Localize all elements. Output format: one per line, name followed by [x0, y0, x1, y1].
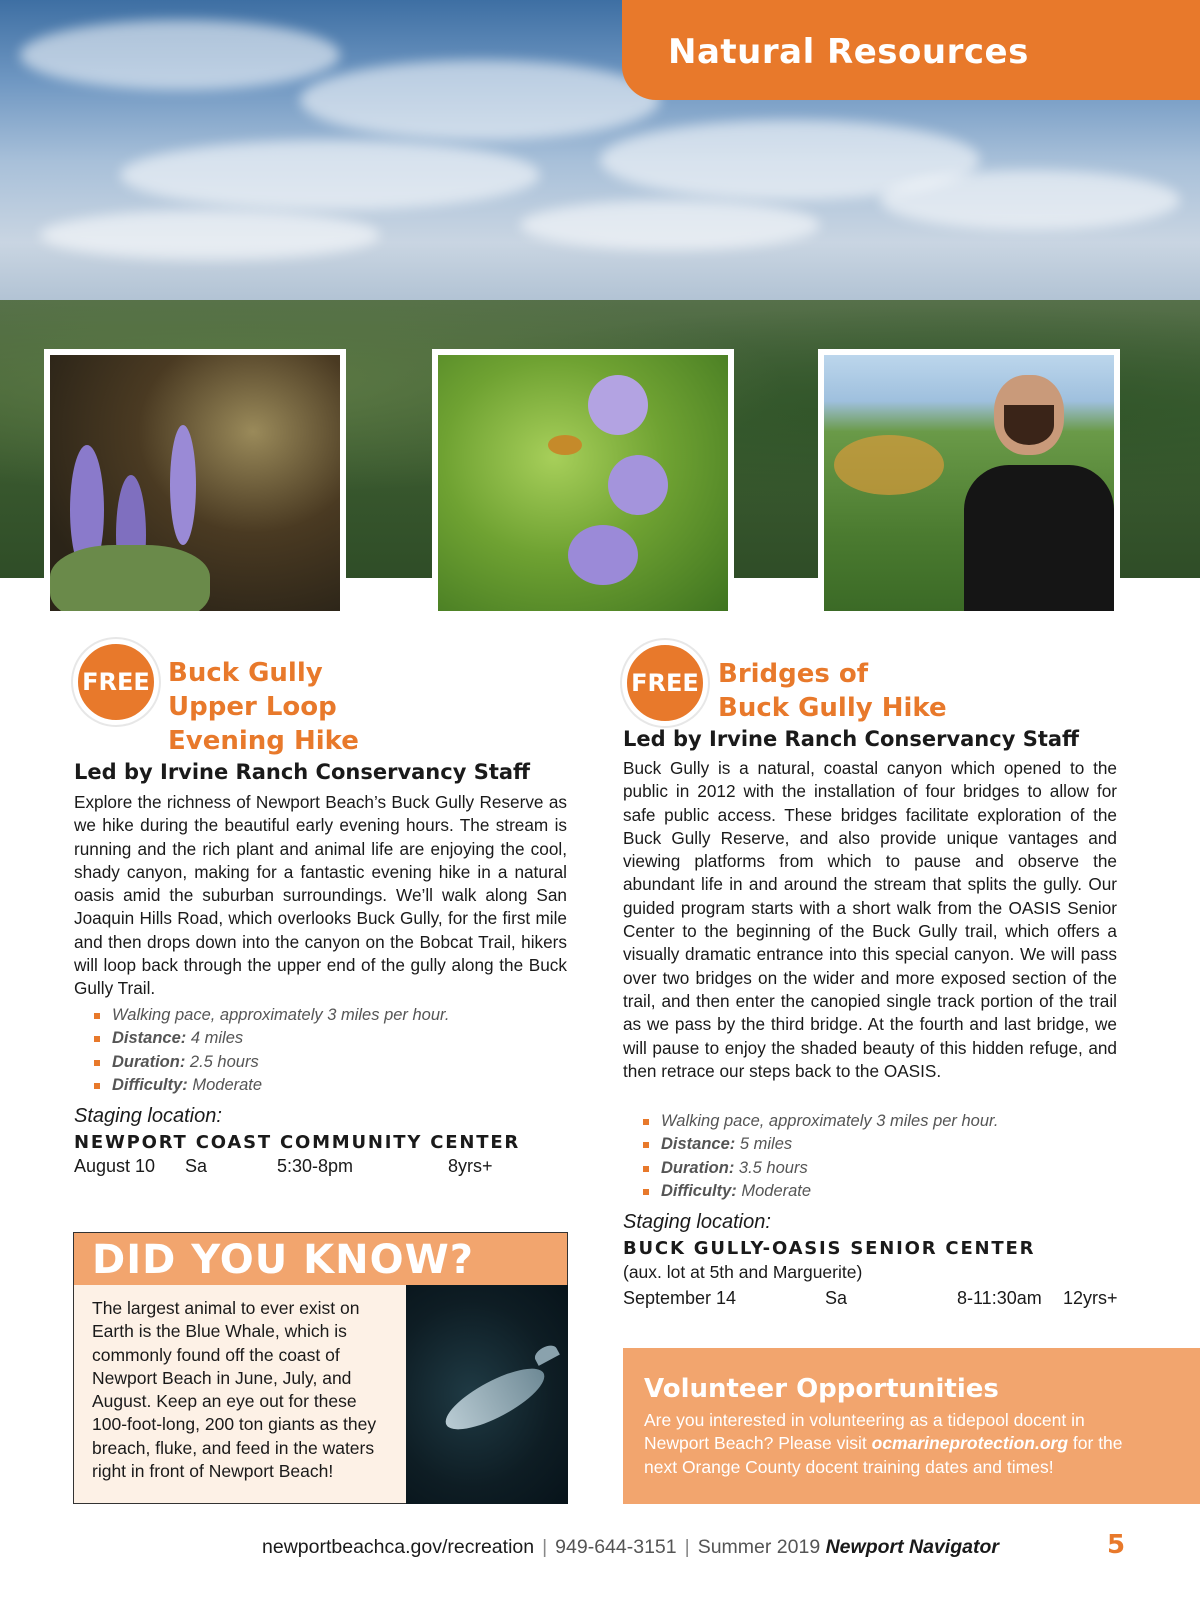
did-you-know-header — [74, 1233, 567, 1285]
staging-label: Staging location: — [74, 1105, 222, 1127]
duration-item: Duration: 3.5 hours — [643, 1157, 1103, 1180]
program-subhead: Led by Irvine Ranch Conservancy Staff — [74, 760, 531, 784]
program-title: Buck Gully Upper Loop Evening Hike — [168, 658, 359, 756]
whale-icon — [438, 1357, 552, 1440]
program-details-list — [643, 1110, 1103, 1203]
free-badge: FREE — [73, 639, 159, 725]
did-you-know-title: DID YOU KNOW? — [92, 1237, 474, 1283]
schedule-day: Sa — [825, 1288, 848, 1308]
schedule-row — [74, 1156, 514, 1180]
pace-item: Walking pace, approximately 3 miles per hour. — [94, 1004, 554, 1027]
section-title: Natural Resources — [668, 32, 1029, 72]
did-you-know-box — [73, 1232, 568, 1504]
distance-item: Distance: 4 miles — [94, 1027, 554, 1050]
difficulty-item: Difficulty: Moderate — [643, 1180, 1103, 1203]
did-you-know-text: The largest animal to ever exist on Earth is the Blue Whale, which is commonly found off the coast of Newport Beach in June, July, and August. Keep an eye out for these 100-foot-long, 200 ton giants as they breach, fluke, and feed in the waters right in front of Newport Beach! — [92, 1298, 377, 1482]
page-number: 5 — [1107, 1530, 1126, 1560]
footer — [262, 1536, 999, 1559]
staging-location: NEWPORT COAST COMMUNITY CENTER — [74, 1132, 521, 1153]
staging-location: BUCK GULLY-OASIS SENIOR CENTER — [623, 1238, 1036, 1259]
footer-url[interactable]: newportbeachca.gov/recreation — [262, 1536, 535, 1558]
footer-season: Summer 2019 — [697, 1536, 826, 1558]
bee-icon — [548, 435, 582, 455]
schedule-row — [623, 1288, 1118, 1312]
ranger-in-field-photo — [818, 349, 1120, 617]
bee-on-lupine-photo — [432, 349, 734, 617]
distance-item: Distance: 5 miles — [643, 1133, 1103, 1156]
schedule-age: 12yrs+ — [1063, 1288, 1118, 1308]
footer-phone: 949-644-3151 — [555, 1536, 677, 1558]
volunteer-link[interactable]: ocmarineprotection.org — [871, 1433, 1069, 1454]
difficulty-item: Difficulty: Moderate — [94, 1074, 554, 1097]
program-subhead: Led by Irvine Ranch Conservancy Staff — [623, 727, 1080, 751]
schedule-date: September 14 — [623, 1288, 737, 1308]
volunteer-box — [623, 1348, 1200, 1504]
duration-item: Duration: 2.5 hours — [94, 1051, 554, 1074]
footer-publication: Newport Navigator — [825, 1536, 999, 1558]
program-title: Bridges of Buck Gully Hike — [718, 659, 947, 723]
volunteer-title: Volunteer Opportunities — [644, 1374, 999, 1404]
program-description: Explore the richness of Newport Beach’s Buck Gully Reserve as we hike during the beautiful early evening hours. The stream is running and the rich plant and animal life are enjoying the cool, shady canyon, making for a fantastic evening hike in a natural oasis amid the suburban surroundings. We’ll walk along San Joaquin Hills Road, which overlooks Buck Gully, for the first mile and then drops down into the canyon on the Bobcat Trail, hikers will loop back through the upper end of the gully along the Buck Gully Trail. — [74, 792, 567, 999]
schedule-time: 8-11:30am — [957, 1288, 1042, 1308]
schedule-time: 5:30-8pm — [277, 1156, 354, 1176]
staging-label: Staging location: — [623, 1211, 771, 1233]
whale-tail-icon — [532, 1342, 560, 1366]
pace-item: Walking pace, approximately 3 miles per hour. — [643, 1110, 1103, 1133]
lupine-flowers-photo — [44, 349, 346, 617]
schedule-day: Sa — [185, 1156, 208, 1176]
location-note: (aux. lot at 5th and Marguerite) — [623, 1262, 863, 1282]
section-banner — [622, 0, 1200, 100]
free-badge: FREE — [622, 640, 708, 726]
program-details-list — [94, 1004, 554, 1097]
schedule-age: 8yrs+ — [448, 1156, 493, 1176]
schedule-date: August 10 — [74, 1156, 156, 1176]
program-description: Buck Gully is a natural, coastal canyon which opened to the public in 2012 with the installation of four bridges to allow for safe public access. These bridges facilitate exploration of the Buck Gully Reserve, and also provide unique vantages and viewing platforms from which to pause and observe the abundant life in and around the stream that splits the gully. Our guided program starts with a short walk from the OASIS Senior Center to the beginning of the Buck Gully trail, which offers a visually dramatic entrance into this special canyon. We will pass over two bridges on the wider and more exposed section of the trail, and then enter the canopied single track portion of the trail as we pass by the third bridge. At the fourth and last bridge, we will pause to enjoy the shaded beauty of this hidden refuge, and then retrace our steps back to the OASIS. — [623, 758, 1117, 1081]
footer-separator: | — [542, 1536, 548, 1558]
footer-separator: | — [684, 1536, 690, 1558]
blue-whale-photo — [406, 1285, 568, 1504]
volunteer-text: Are you interested in volunteering as a tidepool docent in Newport Beach? Please visit ocmarineprotection.org for the next Orange County docent training dates and times! — [644, 1410, 1123, 1477]
